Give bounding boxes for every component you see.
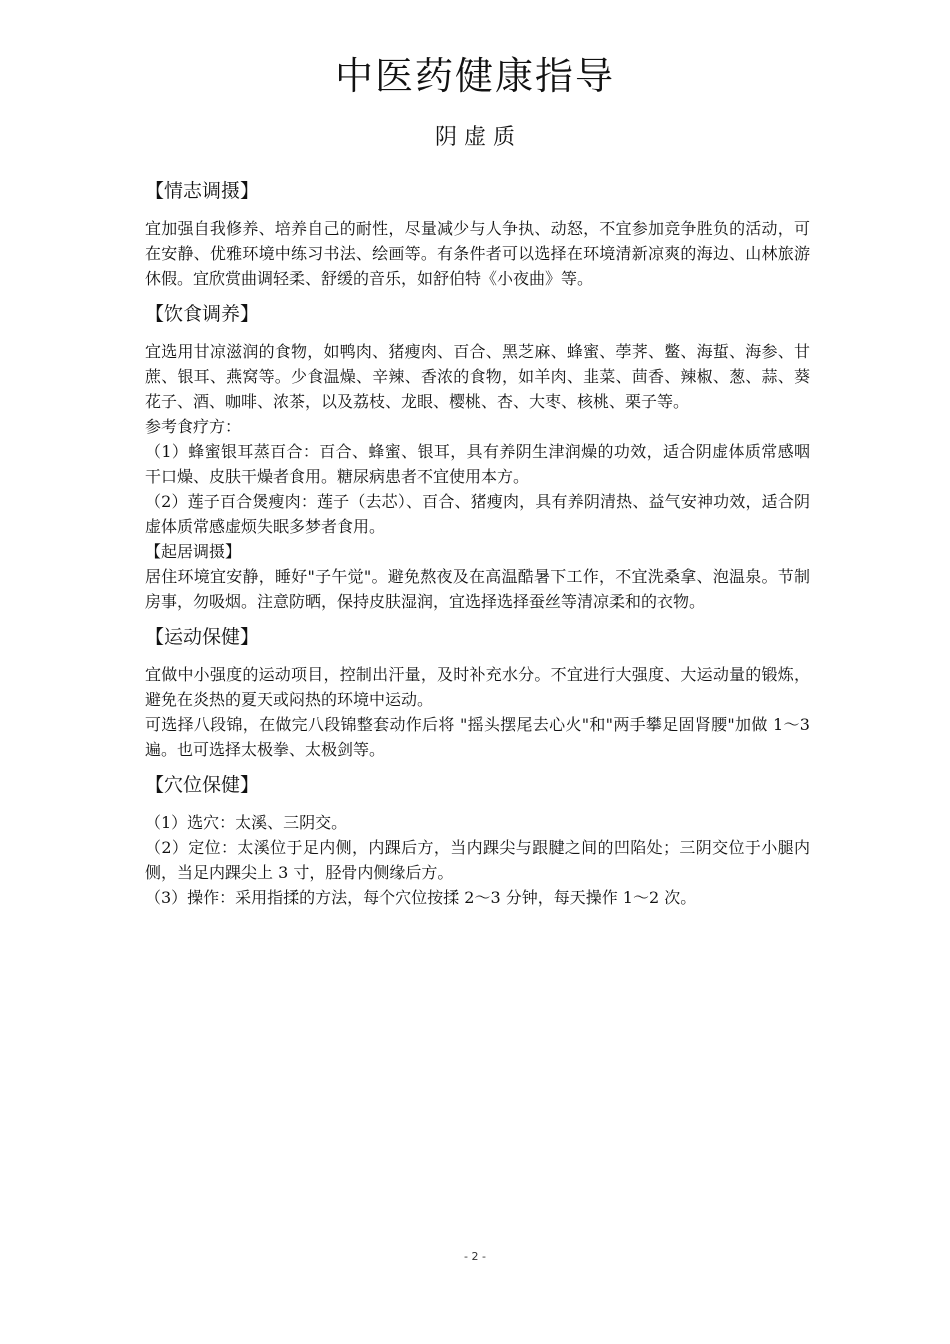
paragraph-diet-recipe-2: （2）莲子百合煲瘦肉：莲子（去芯）、百合、猪瘦肉，具有养阴清热、益气安神功效，适合阴虚体质常感虚烦失眠多梦者食用。 [145,492,810,536]
section-heading-acupoint: 【穴位保健】 [145,774,260,796]
paragraph-emotion: 宜加强自我修养、培养自己的耐性，尽量减少与人争执、动怒，不宜参加竞争胜负的活动，可在安静、优雅环境中练习书法、绘画等。有条件者可以选择在环境清新凉爽的海边、山林旅游休假。宜欣赏曲调轻柔、舒缓的音乐，如舒伯特《小夜曲》等。 [145,219,810,288]
paragraph-acupoint-3: （3）操作：采用指揉的方法，每个穴位按揉 2～3 分钟，每天操作 1～2 次。 [145,888,697,907]
paragraph-diet-recipe-1: （1）蜂蜜银耳蒸百合：百合、蜂蜜、银耳，具有养阴生津润燥的功效，适合阴虚体质常感咽干口燥、皮肤干燥者食用。糖尿病患者不宜使用本方。 [145,442,810,486]
document-body [145,176,810,910]
section-heading-diet: 【饮食调养】 [145,303,260,325]
section-heading-exercise: 【运动保健】 [145,626,260,648]
paragraph-acupoint-1: （1）选穴：太溪、三阴交。 [145,813,348,832]
paragraph-living: 居住环境宜安静，睡好"子午觉"。避免熬夜及在高温酷暑下工作，不宜洗桑拿、泡温泉。节制房事，勿吸烟。注意防晒，保持皮肤湿润，宜选择选择蚕丝等清凉柔和的衣物。 [145,567,810,611]
section-heading-living: 【起居调摄】 [145,542,242,561]
paragraph-acupoint-2: （2）定位：太溪位于足内侧，内踝后方，当内踝尖与跟腱之间的凹陷处；三阴交位于小腿内侧，当足内踝尖上 3 寸，胫骨内侧缘后方。 [145,838,810,882]
page-number: - 2 - [464,1250,486,1263]
paragraph-diet-recipes-label: 参考食疗方： [145,417,242,436]
paragraph-diet: 宜选用甘凉滋润的食物，如鸭肉、猪瘦肉、百合、黑芝麻、蜂蜜、荸荠、鳖、海蜇、海参、甘蔗、银耳、燕窝等。少食温燥、辛辣、香浓的食物，如羊肉、韭菜、茴香、辣椒、葱、蒜、葵花子、酒、咖啡、浓茶，以及荔枝、龙眼、樱桃、杏、大枣、核桃、栗子等。 [145,342,810,411]
document-title: 中医药健康指导 [334,54,615,98]
paragraph-exercise-1: 宜做中小强度的运动项目，控制出汗量，及时补充水分。不宜进行大强度、大运动量的锻炼，避免在炎热的夏天或闷热的环境中运动。 [145,665,810,709]
section-heading-emotion: 【情志调摄】 [145,180,260,202]
paragraph-exercise-2: 可选择八段锦，在做完八段锦整套动作后将 "摇头摆尾去心火"和"两手攀足固肾腰"加做 1～3 遍。也可选择太极拳、太极剑等。 [145,715,810,759]
document-subtitle: 阴 虚 质 [435,125,515,150]
